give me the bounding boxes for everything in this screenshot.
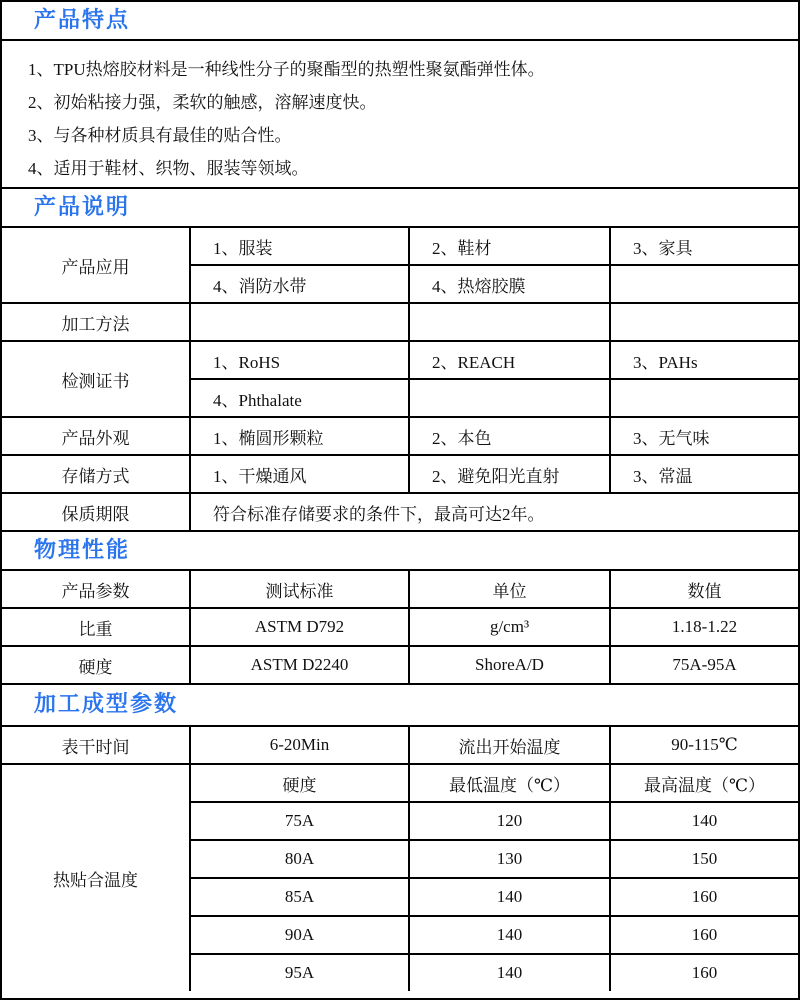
table-cell: 140 (409, 916, 610, 954)
empty-cell (610, 379, 798, 417)
header-cell: 产品参数 (2, 571, 190, 608)
certificate-item: 4、Phthalate (190, 379, 409, 417)
physical-table (2, 571, 798, 685)
table-cell: ShoreA/D (409, 646, 610, 684)
feature-item: 3、与各种材质具有最佳的贴合性。 (28, 126, 292, 145)
feature-item: 2、初始粘接力强，柔软的触感，溶解速度快。 (28, 93, 377, 112)
shelf-life-value: 符合标准存储要求的条件下，最高可达2年。 (190, 493, 798, 531)
table-cell: 75A (190, 802, 409, 840)
table-cell: ASTM D2240 (190, 646, 409, 684)
description-table (2, 228, 798, 532)
certificate-item: 1、RoHS (190, 341, 409, 379)
appearance-item: 1、椭圆形颗粒 (190, 417, 409, 455)
processing-title: 加工成型参数 (2, 683, 798, 727)
header-cell: 最低温度（℃） (409, 764, 610, 802)
description-title: 产品说明 (2, 189, 798, 228)
table-cell: 80A (190, 840, 409, 878)
table-row (2, 608, 798, 646)
application-label: 产品应用 (2, 228, 190, 303)
certificate-item: 3、PAHs (610, 341, 798, 379)
header-cell: 测试标准 (190, 571, 409, 608)
certificate-item: 2、REACH (409, 341, 610, 379)
application-item: 1、服装 (190, 228, 409, 265)
storage-item: 1、干燥通风 (190, 455, 409, 493)
table-cell: 160 (610, 954, 798, 991)
processing-table (2, 727, 798, 991)
table-cell: 160 (610, 916, 798, 954)
features-list (2, 41, 798, 189)
storage-label: 存储方式 (2, 455, 190, 493)
certificate-label: 检测证书 (2, 341, 190, 417)
storage-item: 2、避免阳光直射 (409, 455, 610, 493)
appearance-label: 产品外观 (2, 417, 190, 455)
dry-time-value: 6-20Min (190, 727, 409, 764)
table-cell: 140 (610, 802, 798, 840)
table-cell: 150 (610, 840, 798, 878)
table-cell: 160 (610, 878, 798, 916)
application-item: 2、鞋材 (409, 228, 610, 265)
bonding-temp-label: 热贴合温度 (2, 764, 190, 991)
table-cell: 比重 (2, 608, 190, 646)
table-cell: 95A (190, 954, 409, 991)
table-cell: 140 (409, 878, 610, 916)
table-cell: g/cm³ (409, 608, 610, 646)
table-cell: 90A (190, 916, 409, 954)
feature-item: 4、适用于鞋材、织物、服装等领域。 (28, 159, 309, 178)
header-cell: 数值 (610, 571, 798, 608)
physical-title: 物理性能 (2, 530, 798, 571)
table-cell: 1.18-1.22 (610, 608, 798, 646)
shelf-life-label: 保质期限 (2, 493, 190, 531)
table-cell: 85A (190, 878, 409, 916)
application-item: 4、热熔胶膜 (409, 265, 610, 303)
dry-time-label: 表干时间 (2, 727, 190, 764)
header-cell: 单位 (409, 571, 610, 608)
header-cell: 最高温度（℃） (610, 764, 798, 802)
flow-temp-label: 流出开始温度 (409, 727, 610, 764)
appearance-item: 3、无气味 (610, 417, 798, 455)
table-header-row (2, 571, 798, 608)
empty-cell (409, 379, 610, 417)
table-row (2, 646, 798, 684)
storage-item: 3、常温 (610, 455, 798, 493)
features-title: 产品特点 (2, 2, 798, 41)
table-cell: ASTM D792 (190, 608, 409, 646)
application-item: 3、家具 (610, 228, 798, 265)
table-cell: 120 (409, 802, 610, 840)
empty-cell (409, 303, 610, 341)
empty-cell (610, 265, 798, 303)
header-cell: 硬度 (190, 764, 409, 802)
empty-cell (190, 303, 409, 341)
table-cell: 130 (409, 840, 610, 878)
empty-cell (610, 303, 798, 341)
method-label: 加工方法 (2, 303, 190, 341)
table-cell: 140 (409, 954, 610, 991)
application-item: 4、消防水带 (190, 265, 409, 303)
feature-item: 1、TPU热熔胶材料是一种线性分子的聚酯型的热塑性聚氨酯弹性体。 (28, 60, 545, 79)
table-cell: 硬度 (2, 646, 190, 684)
table-cell: 75A-95A (610, 646, 798, 684)
appearance-item: 2、本色 (409, 417, 610, 455)
flow-temp-value: 90-115℃ (610, 727, 798, 764)
